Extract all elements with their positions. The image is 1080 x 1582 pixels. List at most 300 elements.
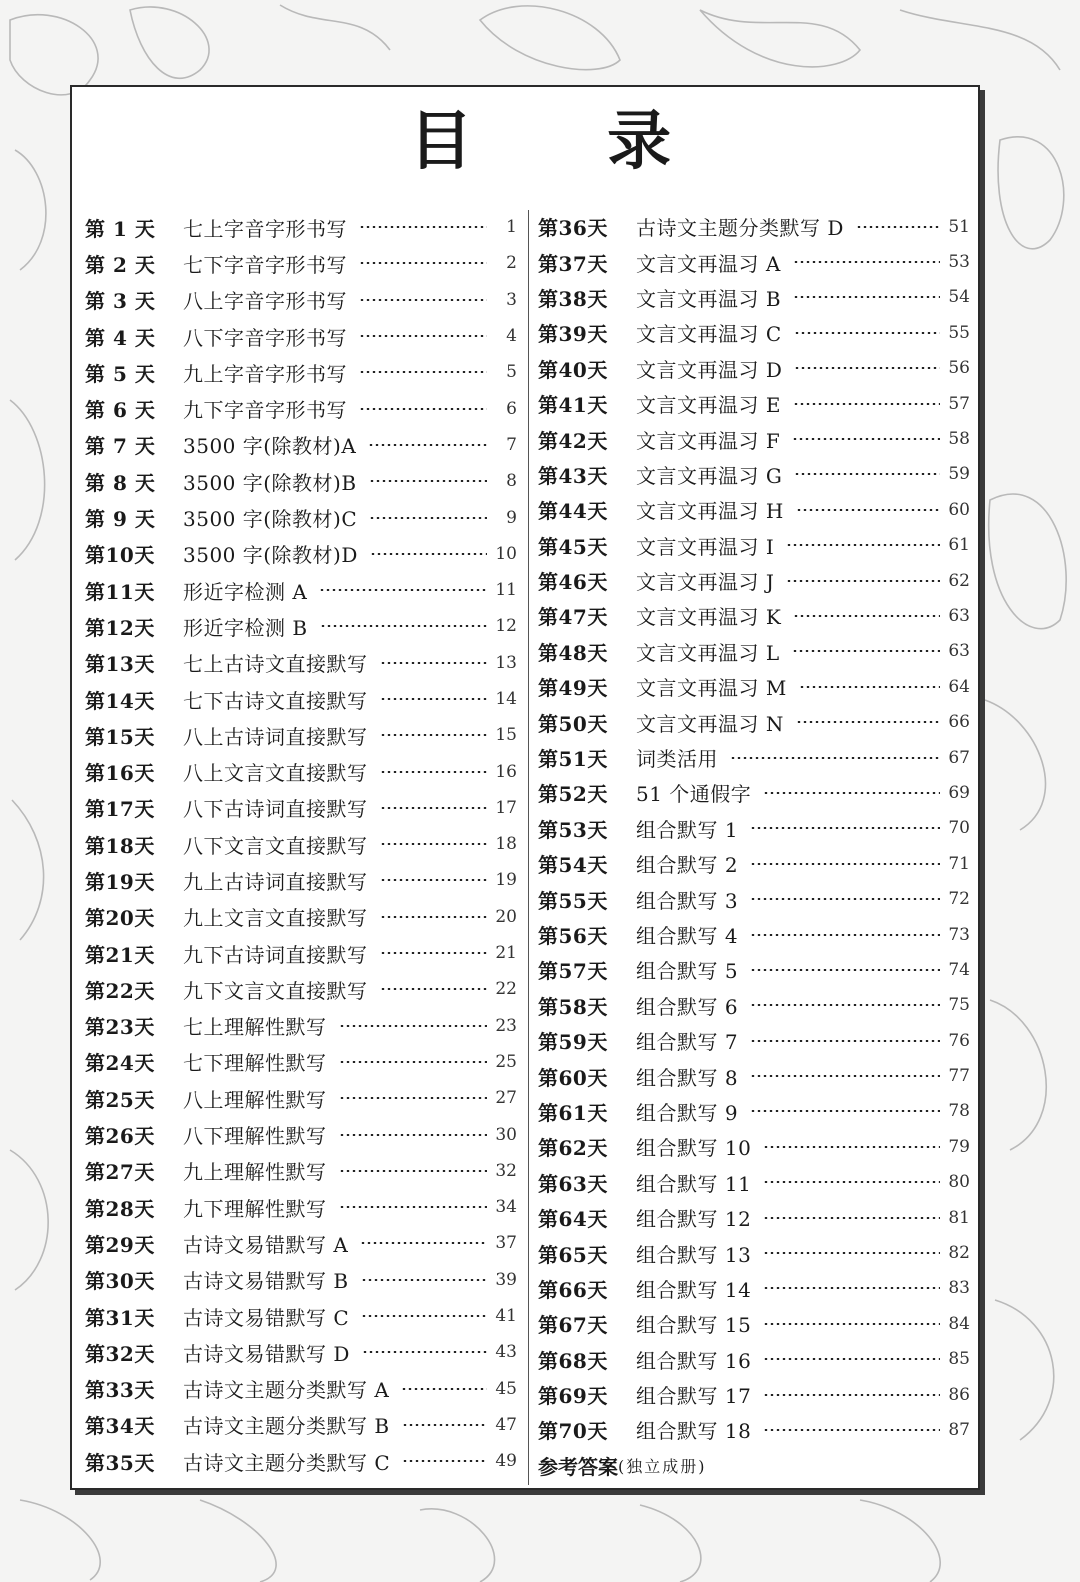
toc-title: 51 个通假字 bbox=[636, 782, 752, 807]
toc-title: 文言文再温习 L bbox=[636, 640, 780, 665]
dot-leader bbox=[339, 1170, 488, 1172]
toc-entry[interactable] bbox=[85, 1116, 517, 1152]
toc-left-column bbox=[85, 209, 517, 1479]
toc-page-number: 18 bbox=[495, 834, 517, 855]
dot-leader bbox=[786, 580, 940, 582]
toc-entry[interactable] bbox=[538, 315, 970, 350]
toc-page-number: 62 bbox=[948, 570, 970, 591]
toc-entry[interactable] bbox=[538, 351, 970, 386]
toc-day: 第63天 bbox=[538, 1171, 608, 1196]
toc-entry[interactable] bbox=[85, 1262, 517, 1298]
toc-entry[interactable] bbox=[85, 245, 517, 281]
toc-entry[interactable] bbox=[85, 1407, 517, 1443]
toc-day: 第16天 bbox=[85, 761, 155, 786]
dot-leader bbox=[359, 226, 487, 228]
toc-day: 第51天 bbox=[538, 747, 608, 772]
toc-entry[interactable] bbox=[538, 209, 970, 244]
toc-entry[interactable] bbox=[85, 463, 517, 499]
page-title: 目 录 bbox=[408, 104, 728, 179]
toc-day: 第60天 bbox=[538, 1065, 608, 1090]
toc-entry[interactable] bbox=[538, 1306, 970, 1341]
dot-leader bbox=[750, 863, 940, 865]
toc-entry[interactable] bbox=[85, 645, 517, 681]
toc-title: 组合默写 2 bbox=[636, 853, 739, 878]
toc-page-number: 12 bbox=[495, 616, 517, 637]
toc-entry[interactable] bbox=[538, 846, 970, 881]
dot-leader bbox=[339, 1134, 488, 1136]
dot-leader bbox=[380, 916, 488, 918]
dot-leader bbox=[763, 1429, 940, 1431]
toc-entry[interactable] bbox=[538, 811, 970, 846]
toc-entry[interactable] bbox=[538, 634, 970, 669]
toc-entry[interactable] bbox=[85, 536, 517, 572]
toc-page-number: 63 bbox=[948, 605, 970, 626]
dot-leader bbox=[402, 1460, 487, 1462]
toc-day: 第10天 bbox=[85, 543, 155, 568]
toc-day: 第57天 bbox=[538, 959, 608, 984]
toc-entry[interactable] bbox=[538, 917, 970, 952]
toc-entry[interactable] bbox=[85, 862, 517, 898]
toc-title: 七上字音字形书写 bbox=[183, 216, 347, 241]
toc-title: 八下字音字形书写 bbox=[183, 325, 347, 350]
toc-title: 组合默写 8 bbox=[636, 1065, 739, 1090]
toc-title: 古诗文主题分类默写 D bbox=[636, 216, 844, 241]
toc-day: 第17天 bbox=[85, 797, 155, 822]
toc-entry[interactable] bbox=[538, 1200, 970, 1235]
toc-day: 第48天 bbox=[538, 640, 608, 665]
toc-page-number: 6 bbox=[506, 398, 517, 419]
toc-day: 第32天 bbox=[85, 1341, 155, 1366]
toc-day: 第25天 bbox=[85, 1087, 155, 1112]
toc-title: 文言文再温习 F bbox=[636, 428, 781, 453]
toc-title: 九下文言文直接默写 bbox=[183, 978, 368, 1003]
dot-leader bbox=[750, 1075, 940, 1077]
toc-title: 组合默写 18 bbox=[636, 1419, 752, 1444]
dot-leader bbox=[763, 1217, 940, 1219]
toc-title: 组合默写 6 bbox=[636, 994, 739, 1019]
toc-title: 3500 字(除教材)A bbox=[183, 434, 357, 459]
toc-entry[interactable] bbox=[538, 421, 970, 456]
toc-day: 第12天 bbox=[85, 615, 155, 640]
toc-title: 组合默写 13 bbox=[636, 1242, 752, 1267]
toc-entry[interactable] bbox=[538, 457, 970, 492]
toc-page-number: 81 bbox=[948, 1207, 970, 1228]
dot-leader bbox=[359, 299, 487, 301]
toc-page-number: 14 bbox=[495, 689, 517, 709]
toc-entry[interactable] bbox=[85, 1371, 517, 1407]
toc-day: 第54天 bbox=[538, 853, 608, 878]
toc-entry[interactable] bbox=[85, 1044, 517, 1080]
toc-page-number: 17 bbox=[495, 797, 517, 818]
toc-day: 第14天 bbox=[85, 688, 155, 713]
toc-day: 第38天 bbox=[538, 286, 608, 311]
toc-entry[interactable] bbox=[538, 528, 970, 563]
toc-day: 第50天 bbox=[538, 711, 608, 736]
toc-day: 第35天 bbox=[85, 1450, 155, 1475]
toc-day: 第45天 bbox=[538, 534, 608, 559]
toc-page-number: 3 bbox=[506, 289, 517, 310]
toc-title: 九上理解性默写 bbox=[183, 1160, 327, 1185]
toc-page-number: 47 bbox=[495, 1414, 517, 1435]
toc-page-number: 27 bbox=[495, 1088, 517, 1109]
dot-leader bbox=[380, 771, 488, 773]
toc-title: 形近字检测 B bbox=[183, 615, 308, 640]
toc-title: 九下理解性默写 bbox=[183, 1196, 327, 1221]
toc-day: 第21天 bbox=[85, 942, 155, 967]
dot-leader bbox=[794, 367, 940, 369]
toc-page-number: 7 bbox=[506, 434, 517, 455]
toc-entry[interactable] bbox=[85, 209, 517, 245]
toc-title: 文言文再温习 K bbox=[636, 605, 782, 630]
toc-entry[interactable] bbox=[85, 354, 517, 390]
toc-title: 组合默写 10 bbox=[636, 1136, 752, 1161]
toc-day: 第52天 bbox=[538, 782, 608, 807]
dot-leader bbox=[750, 898, 940, 900]
dot-leader bbox=[793, 403, 940, 405]
dot-leader bbox=[793, 615, 940, 617]
toc-title: 八上文言文直接默写 bbox=[183, 761, 368, 786]
toc-day: 第39天 bbox=[538, 322, 608, 347]
toc-title: 组合默写 3 bbox=[636, 888, 739, 913]
toc-entry[interactable] bbox=[85, 427, 517, 463]
column-divider bbox=[528, 210, 529, 1485]
toc-day: 第42天 bbox=[538, 428, 608, 453]
toc-day: 第23天 bbox=[85, 1015, 155, 1040]
toc-page-number: 78 bbox=[948, 1101, 970, 1122]
toc-title: 组合默写 9 bbox=[636, 1100, 739, 1125]
dot-leader bbox=[369, 480, 487, 482]
dot-leader bbox=[359, 371, 487, 373]
dot-leader bbox=[380, 879, 488, 881]
toc-right-column bbox=[538, 209, 970, 1483]
toc-page-number: 11 bbox=[495, 580, 517, 601]
toc-page-number: 79 bbox=[948, 1136, 970, 1157]
dot-leader bbox=[799, 686, 940, 688]
toc-page-number: 66 bbox=[948, 712, 970, 733]
toc-title: 词类活用 bbox=[636, 747, 718, 772]
toc-day: 第27天 bbox=[85, 1160, 155, 1185]
toc-page-number: 22 bbox=[495, 979, 517, 1000]
toc-page-number: 75 bbox=[948, 995, 970, 1016]
toc-page-number: 16 bbox=[495, 761, 517, 782]
toc-page-number: 55 bbox=[948, 322, 970, 343]
toc-title: 古诗文易错默写 A bbox=[183, 1232, 349, 1257]
dot-leader bbox=[792, 438, 940, 440]
toc-entry[interactable] bbox=[85, 499, 517, 535]
dot-leader bbox=[763, 1287, 940, 1289]
toc-page-number: 39 bbox=[495, 1269, 517, 1290]
toc-title: 组合默写 4 bbox=[636, 924, 739, 948]
dot-leader bbox=[339, 1206, 488, 1208]
toc-page-number: 9 bbox=[506, 507, 517, 528]
toc-entry[interactable] bbox=[538, 598, 970, 633]
dot-leader bbox=[359, 335, 487, 337]
dot-leader bbox=[796, 509, 940, 511]
toc-entry[interactable] bbox=[85, 1298, 517, 1334]
toc-title: 文言文再温习 A bbox=[636, 251, 781, 276]
answer-key-note: (独立成册) bbox=[618, 1456, 707, 1476]
toc-page-number: 58 bbox=[948, 429, 970, 450]
dot-leader bbox=[763, 1394, 940, 1396]
toc-day: 第65天 bbox=[538, 1242, 608, 1267]
dot-leader bbox=[380, 988, 488, 990]
dot-leader bbox=[361, 1279, 487, 1281]
toc-page-number: 41 bbox=[495, 1306, 517, 1327]
toc-day: 第61天 bbox=[538, 1100, 608, 1125]
toc-title: 七下古诗文直接默写 bbox=[183, 688, 368, 713]
toc-page-number: 53 bbox=[948, 252, 970, 273]
toc-entry[interactable] bbox=[538, 1235, 970, 1270]
toc-page-number: 45 bbox=[495, 1378, 517, 1399]
dot-leader bbox=[750, 827, 940, 829]
toc-entry[interactable] bbox=[538, 1342, 970, 1377]
toc-entry[interactable] bbox=[538, 386, 970, 421]
toc-page-number: 23 bbox=[495, 1015, 517, 1036]
toc-entry[interactable] bbox=[85, 1008, 517, 1044]
toc-title: 组合默写 17 bbox=[636, 1384, 752, 1409]
answer-key-entry[interactable] bbox=[538, 1448, 970, 1483]
toc-title: 3500 字(除教材)B bbox=[183, 470, 357, 495]
toc-day: 第43天 bbox=[538, 463, 608, 488]
toc-entry[interactable] bbox=[85, 826, 517, 862]
dot-leader bbox=[763, 792, 940, 794]
toc-page-number: 5 bbox=[506, 362, 517, 383]
dot-leader bbox=[339, 1025, 488, 1027]
toc-entry[interactable] bbox=[538, 1058, 970, 1093]
dot-leader bbox=[339, 1061, 488, 1063]
dot-leader bbox=[794, 332, 940, 334]
toc-title: 文言文再温习 M bbox=[636, 676, 787, 701]
toc-day: 第59天 bbox=[538, 1030, 608, 1055]
toc-page-number: 51 bbox=[948, 216, 970, 237]
toc-page-number: 4 bbox=[506, 326, 517, 347]
toc-entry[interactable] bbox=[538, 1412, 970, 1447]
toc-day: 第55天 bbox=[538, 888, 608, 913]
toc-entry[interactable] bbox=[85, 1334, 517, 1370]
toc-page-number: 49 bbox=[495, 1451, 517, 1472]
toc-day: 第15天 bbox=[85, 724, 155, 749]
toc-page-number: 71 bbox=[948, 853, 970, 874]
toc-title: 3500 字(除教材)C bbox=[183, 507, 358, 532]
toc-page-number: 69 bbox=[948, 782, 970, 803]
toc-entry[interactable] bbox=[538, 1271, 970, 1306]
toc-entry[interactable] bbox=[85, 390, 517, 426]
toc-entry[interactable] bbox=[538, 1165, 970, 1200]
dot-leader bbox=[402, 1424, 487, 1426]
toc-entry[interactable] bbox=[538, 775, 970, 810]
toc-day: 第69天 bbox=[538, 1384, 608, 1409]
toc-page-number: 10 bbox=[495, 543, 517, 564]
toc-title: 九上古诗词直接默写 bbox=[183, 869, 368, 894]
toc-page-number: 61 bbox=[948, 535, 970, 556]
toc-title: 组合默写 12 bbox=[636, 1207, 752, 1232]
toc-title: 九上文言文直接默写 bbox=[183, 906, 368, 931]
toc-page-number: 76 bbox=[948, 1030, 970, 1051]
dot-leader bbox=[750, 969, 940, 971]
toc-day: 第11天 bbox=[85, 579, 155, 604]
toc-day: 第34天 bbox=[85, 1414, 155, 1439]
toc-page-number: 2 bbox=[506, 253, 517, 274]
toc-title: 八下文言文直接默写 bbox=[183, 833, 368, 858]
toc-entry[interactable] bbox=[538, 881, 970, 916]
toc-day: 第28天 bbox=[85, 1196, 155, 1221]
toc-page-number: 73 bbox=[948, 924, 970, 945]
dot-leader bbox=[359, 408, 487, 410]
dot-leader bbox=[750, 1040, 940, 1042]
dot-leader bbox=[380, 952, 488, 954]
toc-day: 第36天 bbox=[538, 216, 608, 241]
toc-entry[interactable] bbox=[85, 572, 517, 608]
toc-entry[interactable] bbox=[85, 1225, 517, 1261]
dot-leader bbox=[793, 261, 940, 263]
toc-entry[interactable] bbox=[85, 935, 517, 971]
toc-entry[interactable] bbox=[85, 1189, 517, 1225]
toc-day: 第 1 天 bbox=[85, 216, 156, 241]
toc-entry[interactable] bbox=[538, 1377, 970, 1412]
toc-day: 第67天 bbox=[538, 1313, 608, 1338]
toc-day: 第53天 bbox=[538, 817, 608, 842]
toc-entry[interactable] bbox=[85, 608, 517, 644]
toc-title: 七上古诗文直接默写 bbox=[183, 652, 368, 677]
toc-entry[interactable] bbox=[538, 244, 970, 279]
toc-entry[interactable] bbox=[538, 492, 970, 527]
toc-title: 古诗文易错默写 D bbox=[183, 1341, 350, 1366]
toc-day: 第19天 bbox=[85, 869, 155, 894]
toc-day: 第47天 bbox=[538, 605, 608, 630]
toc-day: 第37天 bbox=[538, 251, 608, 276]
toc-entry[interactable] bbox=[538, 988, 970, 1023]
toc-page-number: 74 bbox=[948, 959, 970, 980]
dot-leader bbox=[380, 843, 488, 845]
toc-title: 3500 字(除教材)D bbox=[183, 543, 358, 568]
toc-page-number: 64 bbox=[948, 676, 970, 697]
toc-page-number: 30 bbox=[495, 1124, 517, 1145]
dot-leader bbox=[763, 1181, 940, 1183]
toc-entry[interactable] bbox=[538, 704, 970, 739]
toc-page-number: 21 bbox=[495, 943, 517, 964]
toc-day: 第20天 bbox=[85, 906, 155, 931]
toc-title: 古诗文主题分类默写 B bbox=[183, 1414, 390, 1439]
toc-title: 文言文再温习 D bbox=[636, 357, 783, 382]
toc-entry[interactable] bbox=[85, 717, 517, 753]
toc-page-number: 87 bbox=[948, 1419, 970, 1440]
toc-entry[interactable] bbox=[538, 1129, 970, 1164]
toc-page-number: 67 bbox=[948, 747, 970, 768]
toc-day: 第56天 bbox=[538, 924, 608, 948]
toc-page-number: 15 bbox=[495, 725, 517, 746]
toc-day: 第 2 天 bbox=[85, 252, 156, 277]
dot-leader bbox=[794, 473, 940, 475]
toc-page-number: 63 bbox=[948, 641, 970, 662]
dot-leader bbox=[369, 517, 487, 519]
dot-leader bbox=[380, 662, 488, 664]
toc-day: 第29天 bbox=[85, 1232, 155, 1257]
toc-entry[interactable] bbox=[85, 1080, 517, 1116]
toc-title: 八上古诗词直接默写 bbox=[183, 724, 368, 749]
toc-page-number: 82 bbox=[948, 1243, 970, 1264]
toc-day: 第 8 天 bbox=[85, 470, 156, 495]
toc-entry[interactable] bbox=[85, 790, 517, 826]
toc-page-number: 13 bbox=[495, 652, 517, 673]
toc-page-number: 72 bbox=[948, 889, 970, 910]
toc-page-number: 57 bbox=[948, 393, 970, 414]
toc-title: 九下古诗词直接默写 bbox=[183, 942, 368, 967]
dot-leader bbox=[730, 757, 940, 759]
toc-title: 文言文再温习 N bbox=[636, 711, 784, 736]
toc-title: 文言文再温习 I bbox=[636, 534, 775, 559]
dot-leader bbox=[750, 934, 940, 936]
toc-day: 第 7 天 bbox=[85, 434, 156, 459]
toc-title: 组合默写 14 bbox=[636, 1277, 752, 1302]
toc-day: 第49天 bbox=[538, 676, 608, 701]
toc-entry[interactable] bbox=[85, 971, 517, 1007]
toc-title: 文言文再温习 C bbox=[636, 322, 782, 347]
toc-entry[interactable] bbox=[85, 681, 517, 717]
toc-page-number: 77 bbox=[948, 1066, 970, 1087]
toc-entry[interactable] bbox=[85, 753, 517, 789]
toc-day: 第33天 bbox=[85, 1378, 155, 1403]
toc-entry[interactable] bbox=[538, 280, 970, 315]
toc-title: 文言文再温习 H bbox=[636, 499, 784, 524]
toc-page-number: 25 bbox=[495, 1051, 517, 1072]
toc-day: 第30天 bbox=[85, 1269, 155, 1294]
toc-page-number: 80 bbox=[948, 1172, 970, 1193]
toc-page-number: 56 bbox=[948, 358, 970, 379]
dot-leader bbox=[370, 553, 487, 555]
toc-entry[interactable] bbox=[85, 282, 517, 318]
toc-page-number: 1 bbox=[506, 217, 517, 238]
dot-leader bbox=[763, 1252, 940, 1254]
dot-leader bbox=[380, 807, 488, 809]
toc-entry[interactable] bbox=[538, 1023, 970, 1058]
toc-day: 第22天 bbox=[85, 978, 155, 1003]
toc-title: 组合默写 1 bbox=[636, 817, 739, 842]
toc-title: 七下字音字形书写 bbox=[183, 252, 347, 277]
toc-page-number: 84 bbox=[948, 1313, 970, 1334]
toc-entry[interactable] bbox=[85, 1153, 517, 1189]
toc-entry[interactable] bbox=[538, 669, 970, 704]
toc-title: 组合默写 16 bbox=[636, 1348, 752, 1373]
dot-leader bbox=[793, 296, 940, 298]
toc-title: 七上理解性默写 bbox=[183, 1015, 327, 1040]
toc-title: 组合默写 5 bbox=[636, 959, 739, 984]
answer-key-label: 参考答案 bbox=[538, 1454, 618, 1479]
toc-entry[interactable] bbox=[85, 318, 517, 354]
toc-entry[interactable] bbox=[538, 1094, 970, 1129]
toc-page-number: 19 bbox=[495, 870, 517, 891]
toc-title: 古诗文主题分类默写 C bbox=[183, 1450, 391, 1475]
dot-leader bbox=[792, 650, 940, 652]
dot-leader bbox=[361, 1315, 487, 1317]
dot-leader bbox=[401, 1388, 487, 1390]
toc-title: 九上字音字形书写 bbox=[183, 361, 347, 386]
toc-entry[interactable] bbox=[538, 563, 970, 598]
toc-title: 文言文再温习 G bbox=[636, 463, 783, 488]
toc-page-number: 60 bbox=[948, 499, 970, 520]
toc-day: 第64天 bbox=[538, 1207, 608, 1232]
toc-day: 第68天 bbox=[538, 1348, 608, 1373]
toc-title: 组合默写 15 bbox=[636, 1313, 752, 1338]
toc-entry[interactable] bbox=[85, 1443, 517, 1479]
toc-entry[interactable] bbox=[85, 899, 517, 935]
toc-entry[interactable] bbox=[538, 952, 970, 987]
dot-leader bbox=[360, 1242, 487, 1244]
toc-day: 第 9 天 bbox=[85, 507, 156, 532]
toc-entry[interactable] bbox=[538, 740, 970, 775]
toc-page-number: 85 bbox=[948, 1349, 970, 1370]
toc-day: 第66天 bbox=[538, 1277, 608, 1302]
dot-leader bbox=[380, 698, 488, 700]
